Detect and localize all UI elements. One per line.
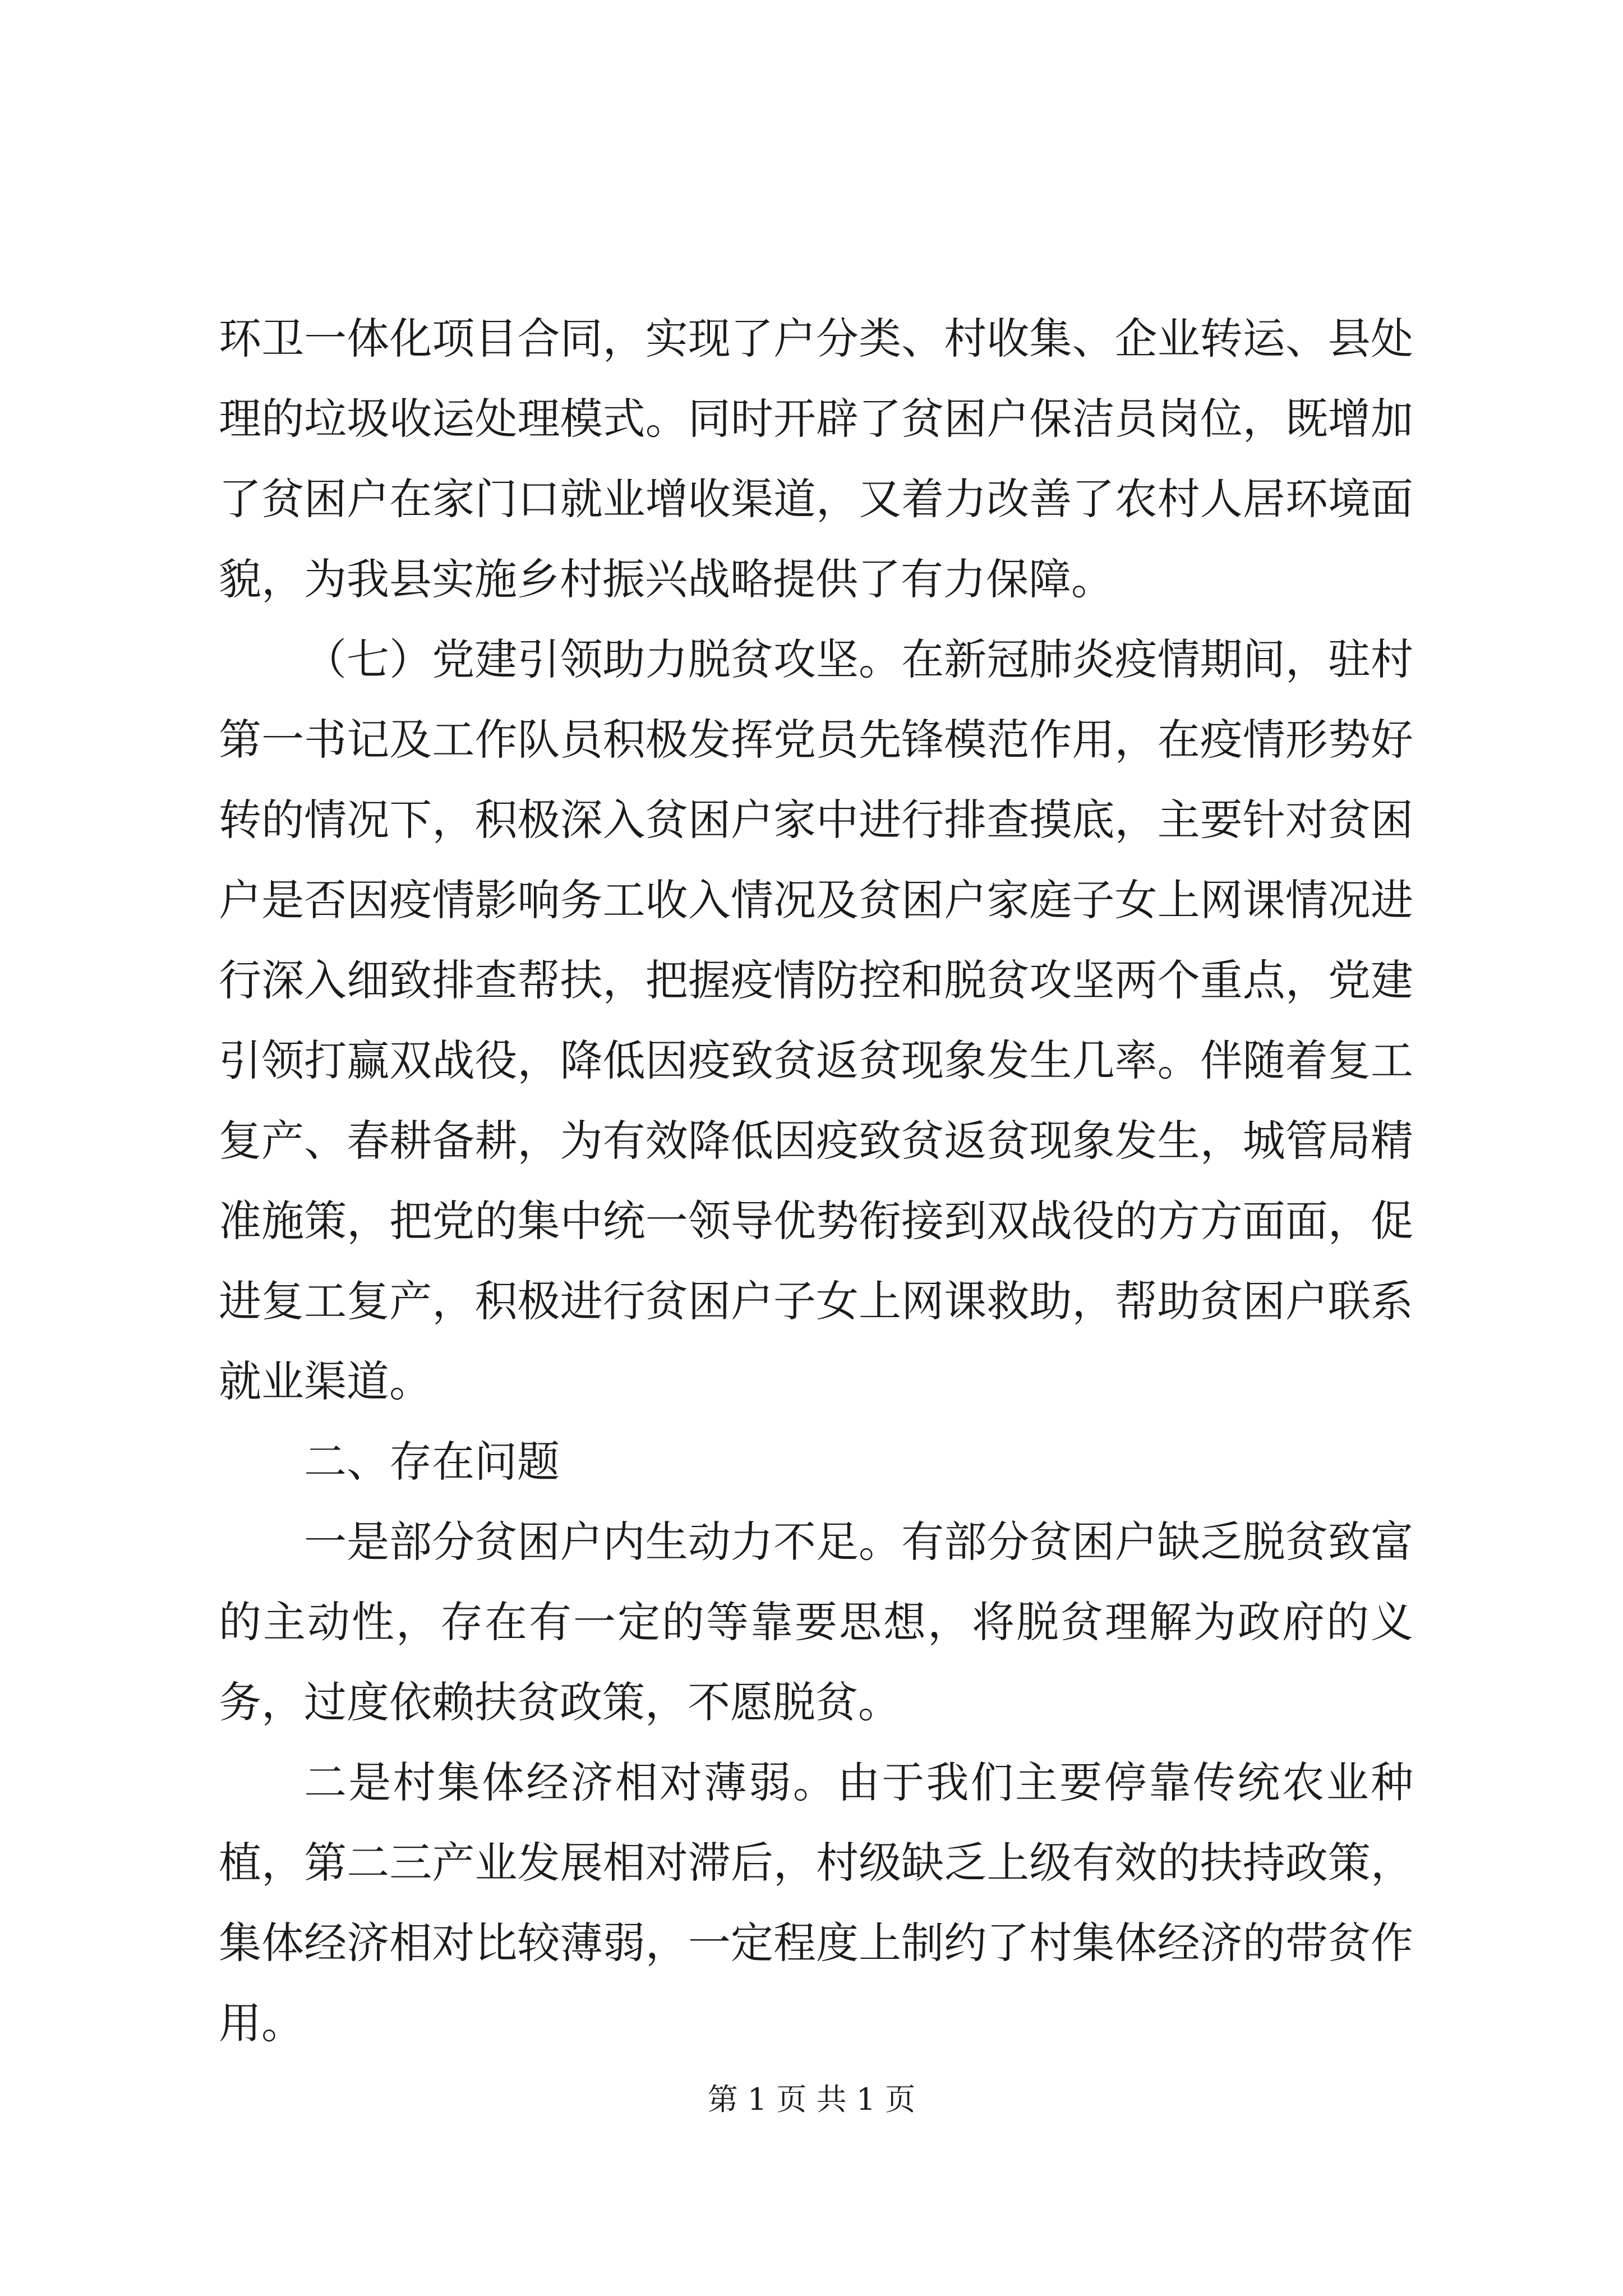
paragraph-party-building: （七）党建引领助力脱贫攻坚。在新冠肺炎疫情期间，驻村第一书记及工作队员积极发挥党员先锋模范作用，在疫情形势好转的情况下，积极深入贫困户家中进行排查摸底，主要针对贫困户是否因疫情影响务工收入情况及贫困户家庭子女上网课情况进行深入细致排查帮扶，把握疫情防控和脱贫攻坚两个重点，党建引领打赢双战役，降低因疫致贫返贫现象发生几率。伴随着复工复产、春耕备耕，为有效降低因疫致贫返贫现象发生，城管局精准施策，把党的集中统一领导优势衔接到双战役的方方面面，促进复工复产，积极进行贫困户子女上网课救助，帮助贫困户联系就业渠道。: [219, 634, 1413, 1406]
page-footer: 第 1 页 共 1 页: [707, 2082, 916, 2117]
paragraph-problem-two: 二是村集体经济相对薄弱。由于我们主要停靠传统农业种植，第二三产业发展相对滞后，村级缺乏上级有效的扶持政策，集体经济相对比较薄弱，一定程度上制约了村集体经济的带贫作用。: [219, 1757, 1413, 2048]
document-body: [219, 298, 1413, 2063]
paragraph-continuation: 环卫一体化项目合同，实现了户分类、村收集、企业转运、县处理的垃圾收运处理模式。同时开辟了贫困户保洁员岗位，既增加了贫困户在家门口就业增收渠道，又着力改善了农村人居环境面貌，为我县实施乡村振兴战略提供了有力保障。: [219, 314, 1413, 604]
section-heading-problems: 二、存在问题: [304, 1437, 560, 1487]
paragraph-problem-one: 一是部分贫困户内生动力不足。有部分贫困户缺乏脱贫致富的主动性，存在有一定的等靠要思想，将脱贫理解为政府的义务，过度依赖扶贫政策，不愿脱贫。: [219, 1517, 1413, 1727]
